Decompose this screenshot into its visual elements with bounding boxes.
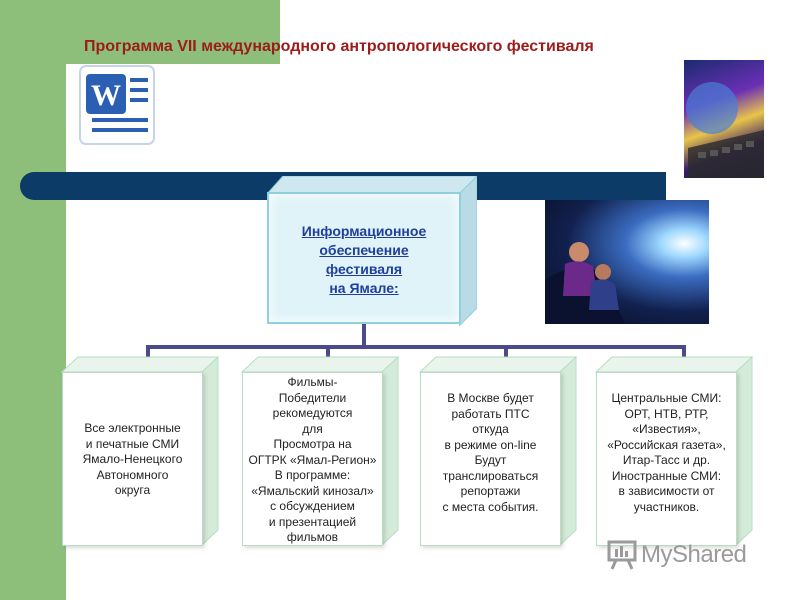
box-line: Итар-Тасс и др. [622,453,711,467]
box-line: откуда [472,422,509,436]
box-text [63,421,202,499]
box-text [597,391,736,515]
box-line: репортажи [460,484,521,498]
info-box-moscow-broadcast [420,372,561,546]
info-box-winning-films [242,372,383,546]
box-line: Просмотра на [273,437,352,451]
center-line: фестиваля [325,261,403,277]
box-line: Будут [474,453,507,467]
box-line: В Москве будет [447,391,534,405]
myshared-logo-icon [607,540,639,570]
center-line: на Ямале: [329,280,399,296]
box-line: округа [114,483,151,497]
box-line: и презентацией [268,514,357,529]
box-line: в зависимости от [618,484,715,498]
box-line: «Российская газета», [607,437,726,452]
box-line: ОРТ, НТВ, РТР, [624,406,709,421]
box-line: Центральные СМИ: [611,391,722,405]
box-line: работать ПТС [451,406,530,421]
box-line: и печатные СМИ [85,436,180,451]
center-line: Информационное [301,223,427,239]
box-line: фильмов [286,530,339,544]
box-line: «Ямальский кинозал» [251,483,374,498]
box-line: В программе: [274,468,351,482]
box-line: с обсуждением [270,499,355,513]
box-line: с места события. [442,499,539,514]
box-line: «Известия», [632,422,701,436]
box-text [243,375,382,546]
box-line: Победители [278,390,347,405]
box-text [421,391,560,515]
box-line: Все электронные [84,421,181,435]
box-line: Фильмы- [287,375,338,389]
box-line: Автономного [96,467,169,482]
box-line: участников. [633,499,700,514]
slide-title: Программа VII международного антропологического фестиваля [84,38,594,55]
watermark-text: MyShared [641,541,747,568]
myshared-watermark [607,538,777,572]
svg-text:W: W [91,79,121,112]
box-line: транслироваться [442,468,539,483]
center-line: обеспечение [319,242,409,258]
info-box-central-media [596,372,737,546]
box-line: ОГТРК «Ямал-Регион» [248,452,377,467]
box-line: Ямало-Ненецкого [82,452,183,466]
box-line: рекомедуются [272,406,353,420]
box-line: в режиме on-line [444,437,537,452]
box-line: Иностранные СМИ: [611,468,722,483]
info-box-regional-media [62,372,203,546]
box-line: для [302,421,323,436]
